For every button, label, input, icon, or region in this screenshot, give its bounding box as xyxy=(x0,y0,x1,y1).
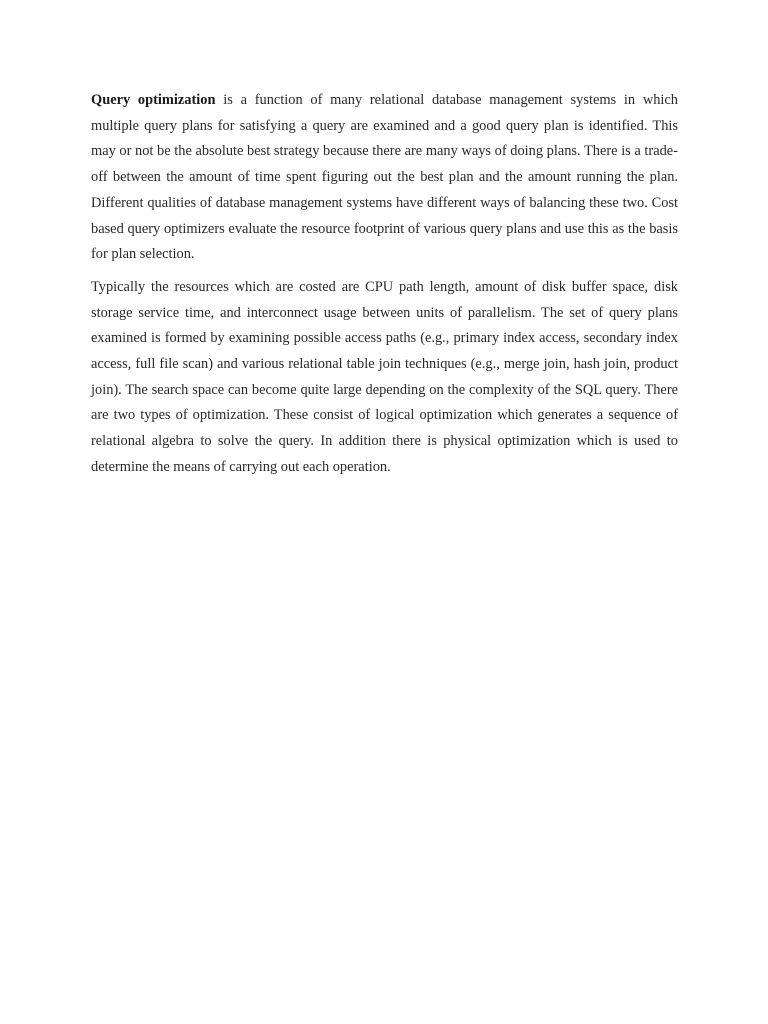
paragraph-query-optimization xyxy=(91,88,678,268)
document-body xyxy=(91,88,678,481)
paragraph-term: Query optimization xyxy=(91,92,216,108)
paragraph-text: Typically the resources which are costed are CPU path length, amount of disk buffer space, disk storage service time, and interconnect usage between units of parallelism. The set of query plans examined is formed by examining possible access paths (e.g., primary index access, secondary index access, full file scan) and various relational table join techniques (e.g., merge join, hash join, product join). The search space can become quite large depending on the complexity of the SQL query. There are two types of optimization. These consist of logical optimization which generates a sequence of relational algebra to solve the query. In addition there is physical optimization which is used to determine the means of carrying out each operation. xyxy=(91,278,678,475)
paragraph-resources xyxy=(91,275,678,481)
paragraph-text: is a function of many relational database management systems in which multiple query plans for satisfying a query are examined and a good query plan is identified. This may or not be the absolute best strategy because there are many ways of doing plans. There is a trade-off between the amount of time spent figuring out the best plan and the amount running the plan. Different qualities of database management systems have different ways of balancing these two. Cost based query optimizers evaluate the resource footprint of various query plans and use this as the basis for plan selection. xyxy=(91,92,678,263)
